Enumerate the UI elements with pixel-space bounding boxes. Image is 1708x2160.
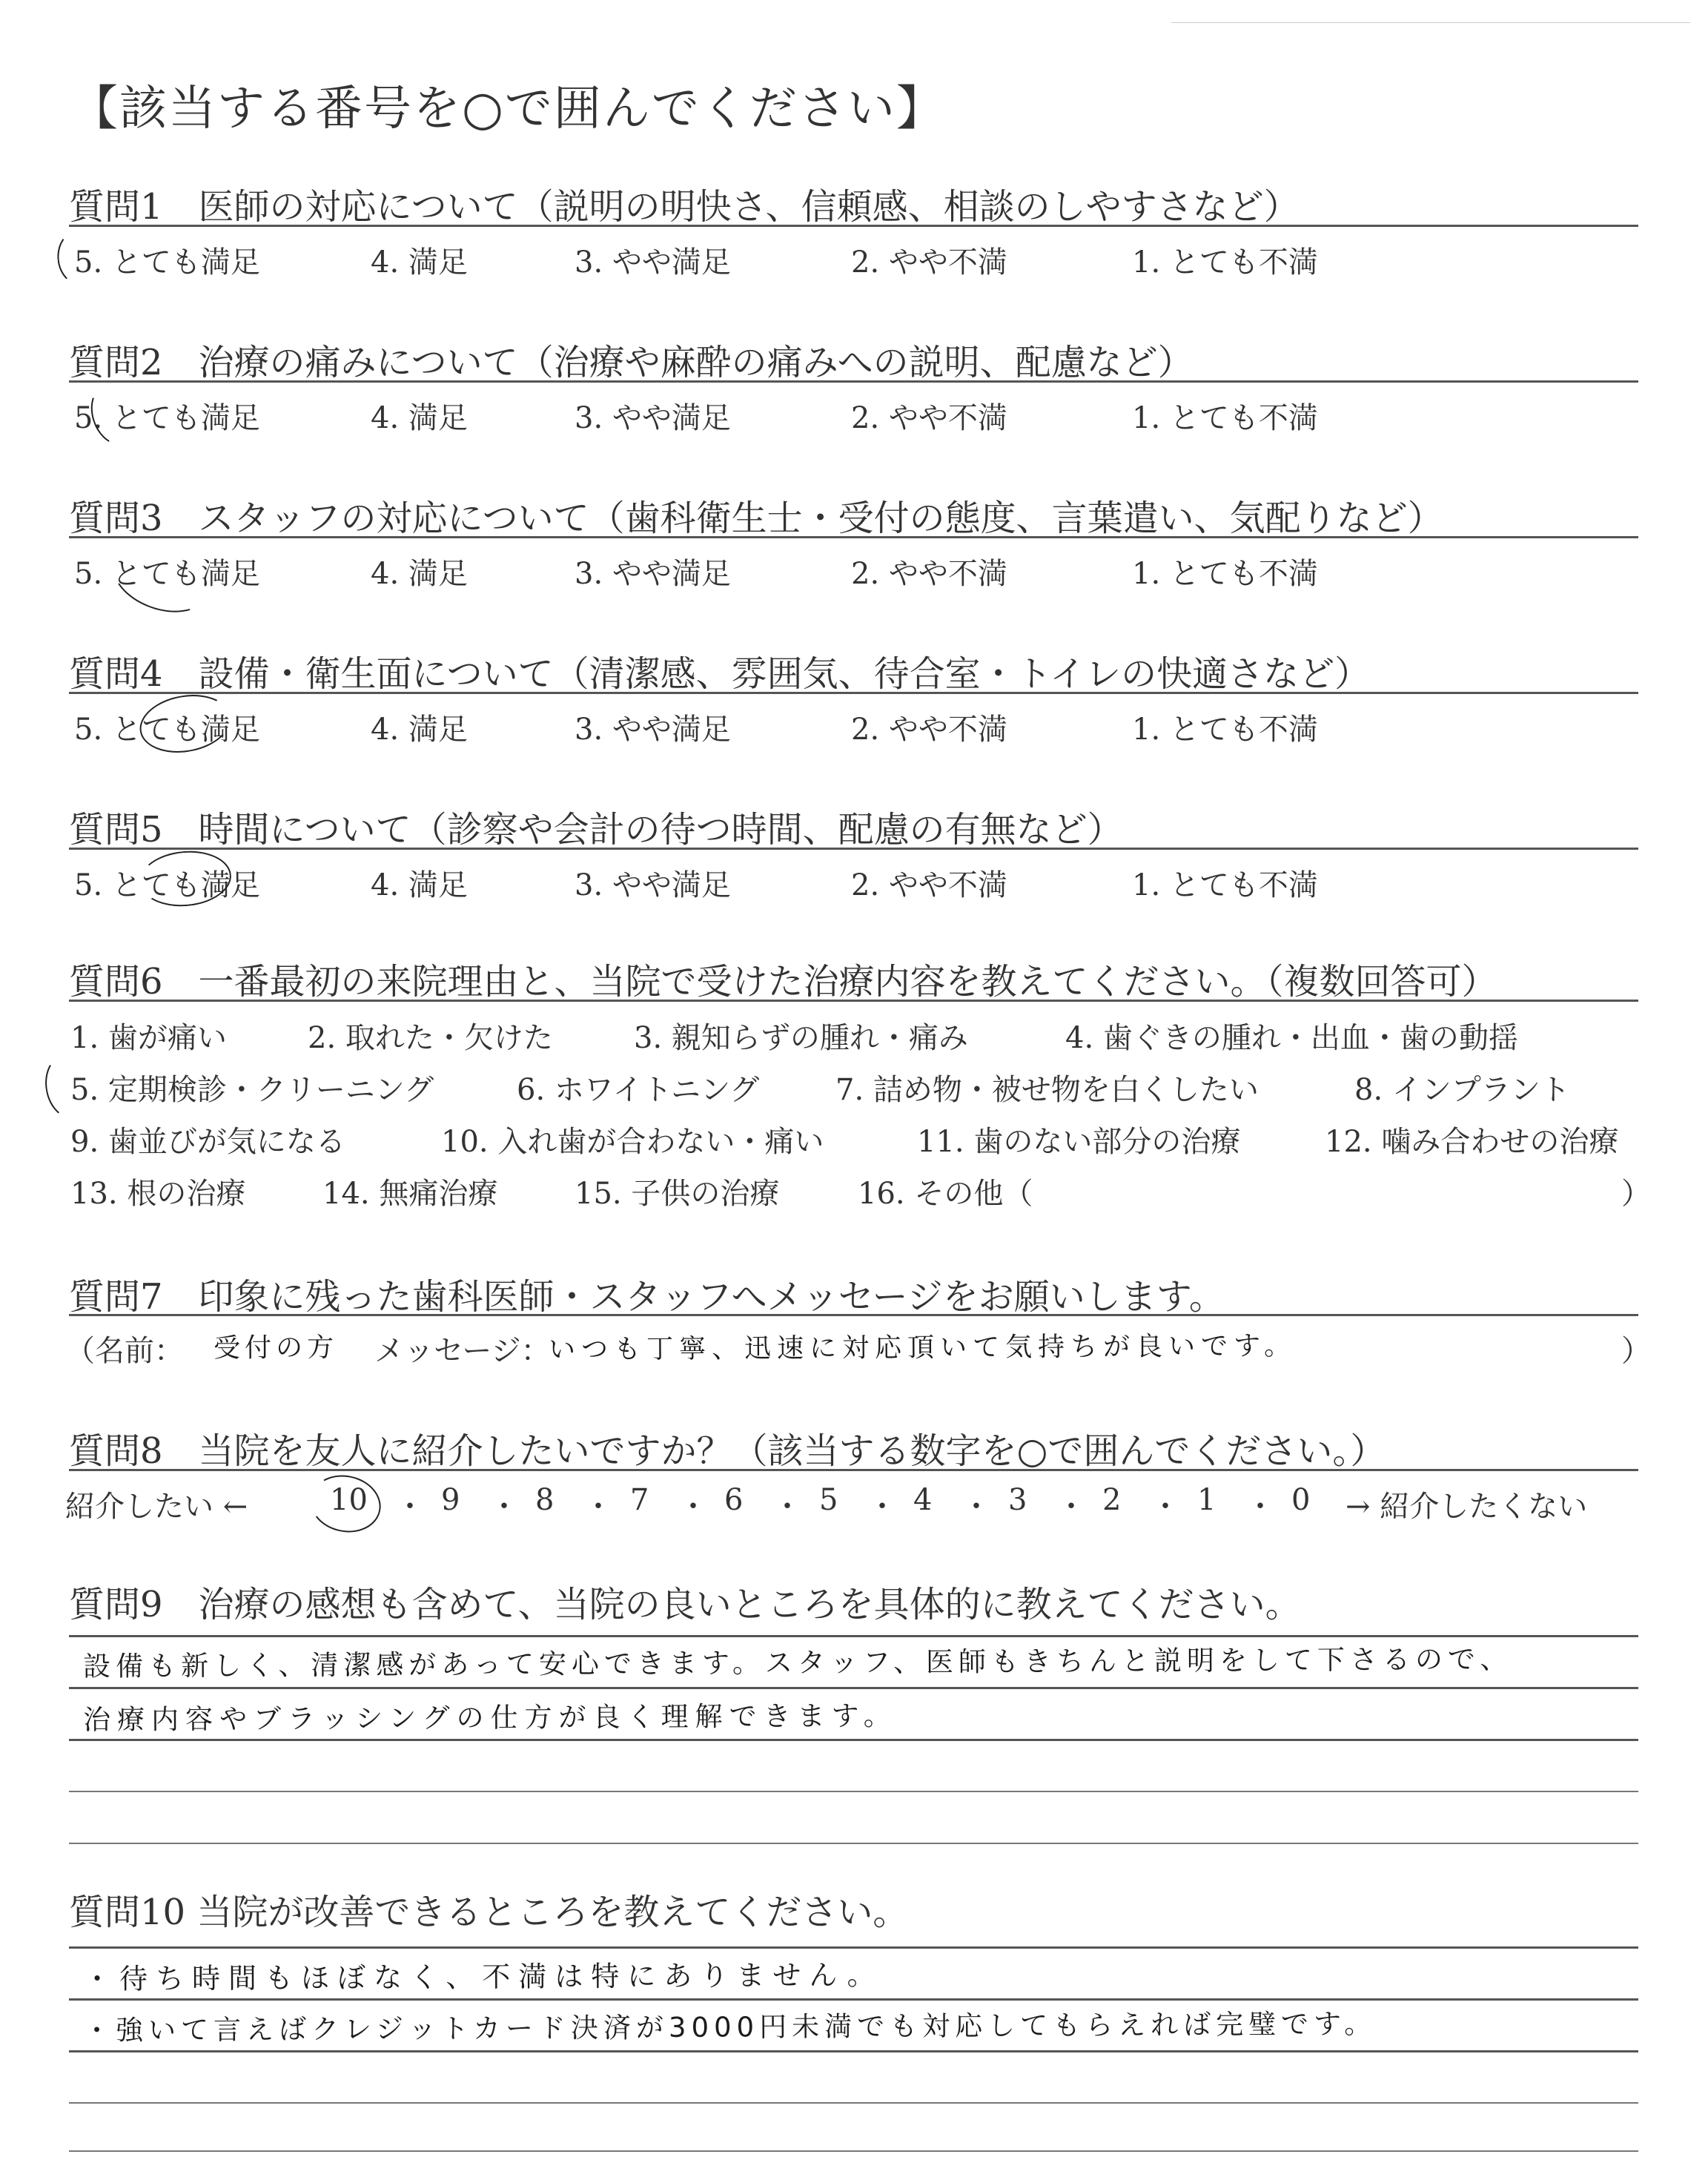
- q6-other-close-paren: ）: [1621, 1177, 1651, 1211]
- q5-option-3[interactable]: 3. やや満足: [575, 868, 731, 902]
- q5-option-1[interactable]: 1. とても不満: [1132, 868, 1318, 902]
- q3-option-3[interactable]: 3. やや満足: [575, 557, 731, 591]
- q7-close-paren: ）: [1621, 1334, 1651, 1368]
- question-4-rule: [69, 692, 1638, 694]
- q6-option-12[interactable]: 12. 噛み合わせの治療: [1325, 1125, 1619, 1159]
- q8-hand-drawn-circle: [305, 1469, 386, 1539]
- q1-option-2[interactable]: 2. やや不満: [851, 245, 1007, 280]
- q6-option-1[interactable]: 1. 歯が痛い: [70, 1021, 227, 1055]
- q7-message-label: メッセージ：: [374, 1334, 551, 1368]
- q8-right-label: → 紹介したくない: [1345, 1490, 1588, 1524]
- q6-option-2[interactable]: 2. 取れた・欠けた: [308, 1021, 553, 1055]
- q8-scale-3[interactable]: 3: [1008, 1483, 1027, 1517]
- question-10-line-2: [69, 1998, 1638, 2001]
- q6-option-10[interactable]: 10. 入れ歯が合わない・痛い: [441, 1125, 824, 1159]
- page-title: 【該当する番号を○で囲んでください】: [70, 82, 945, 136]
- q1-option-5[interactable]: 5. とても満足: [74, 245, 260, 280]
- q6-option-9[interactable]: 9. 歯並びが気になる: [70, 1125, 345, 1159]
- q6-option-6[interactable]: 6. ホワイトニング: [517, 1073, 760, 1107]
- q8-dot: ・: [583, 1490, 613, 1524]
- q3-option-5[interactable]: 5. とても満足: [74, 557, 260, 591]
- q6-option-13[interactable]: 13. 根の治療: [70, 1177, 246, 1211]
- q8-dot: ・: [1245, 1490, 1275, 1524]
- q8-scale-6[interactable]: 6: [724, 1483, 744, 1517]
- q8-scale-0[interactable]: 0: [1291, 1483, 1311, 1517]
- q4-option-4[interactable]: 4. 満足: [371, 713, 468, 747]
- question-8-rule: [69, 1469, 1638, 1471]
- q8-scale-1[interactable]: 1: [1197, 1483, 1217, 1517]
- q2-option-2[interactable]: 2. やや不満: [851, 401, 1007, 435]
- question-10-line-5: [69, 2150, 1638, 2152]
- q6-option-14[interactable]: 14. 無痛治療: [322, 1177, 498, 1211]
- question-6-rule: [69, 1000, 1638, 1002]
- q8-dot: ・: [489, 1490, 519, 1524]
- q2-option-1[interactable]: 1. とても不満: [1132, 401, 1318, 435]
- q4-option-5[interactable]: 5. とても満足: [74, 713, 260, 747]
- q8-scale-8[interactable]: 8: [535, 1483, 555, 1517]
- q6-option-16[interactable]: 16. その他（: [858, 1177, 1033, 1211]
- question-6-heading: 質問6 一番最初の来院理由と、当院で受けた治療内容を教えてください。（複数回答可）: [69, 961, 1497, 1003]
- q7-name-value: 受付の方: [213, 1332, 339, 1364]
- q2-option-3[interactable]: 3. やや満足: [575, 401, 731, 435]
- q4-option-3[interactable]: 3. やや満足: [575, 713, 731, 747]
- question-9-line-5: [69, 1843, 1638, 1844]
- q3-option-4[interactable]: 4. 満足: [371, 557, 468, 591]
- q10-answer-line-1: ・待ち時間もほぼなく、不満は特にありません。: [82, 1958, 884, 1995]
- question-4-heading: 質問4 設備・衛生面について（清潔感、雰囲気、待合室・トイレの快適さなど）: [69, 653, 1371, 695]
- q8-scale-9[interactable]: 9: [441, 1483, 460, 1517]
- q8-dot: ・: [1056, 1490, 1086, 1524]
- q8-dot: ・: [395, 1490, 425, 1524]
- q8-scale-5[interactable]: 5: [819, 1483, 838, 1517]
- question-10-line-1: [69, 1946, 1638, 1949]
- q2-option-4[interactable]: 4. 満足: [371, 401, 468, 435]
- question-7-rule: [69, 1314, 1638, 1316]
- q1-option-4[interactable]: 4. 満足: [371, 245, 468, 280]
- question-1-rule: [69, 225, 1638, 227]
- q8-scale-2[interactable]: 2: [1102, 1483, 1122, 1517]
- question-5-heading: 質問5 時間について（診察や会計の待つ時間、配慮の有無など）: [69, 809, 1123, 851]
- q4-hand-drawn-circle: [135, 688, 235, 759]
- q1-option-1[interactable]: 1. とても不満: [1132, 245, 1318, 280]
- question-2-rule: [69, 380, 1638, 383]
- q8-dot: ・: [867, 1490, 897, 1524]
- q6-option-3[interactable]: 3. 親知らずの腫れ・痛み: [634, 1021, 968, 1055]
- q8-scale-10[interactable]: 10: [330, 1483, 368, 1517]
- question-10-line-3: [69, 2050, 1638, 2052]
- q9-answer-line-1: 設備も新しく、清潔感があって安心できます。スタッフ、医師もきちんと説明をして下さるので、: [82, 1642, 1513, 1682]
- question-1-heading: 質問1 医師の対応について（説明の明快さ、信頼感、相談のしやすさなど）: [69, 186, 1300, 228]
- question-8-heading: 質問8 当院を友人に紹介したいですか？（該当する数字を○で囲んでください。）: [69, 1430, 1386, 1472]
- q6-option-7[interactable]: 7. 詰め物・被せ物を白くしたい: [835, 1073, 1259, 1107]
- q5-option-5[interactable]: 5. とても満足: [74, 868, 260, 902]
- question-10-heading: 質問10 当院が改善できるところを教えてください。: [69, 1892, 909, 1933]
- q1-option-3[interactable]: 3. やや満足: [575, 245, 731, 280]
- q5-option-2[interactable]: 2. やや不満: [851, 868, 1007, 902]
- q2-hand-drawn-circle: [83, 378, 145, 452]
- q8-dot: ・: [772, 1490, 802, 1524]
- question-10-line-4: [69, 2102, 1638, 2104]
- q8-dot: ・: [678, 1490, 708, 1524]
- q8-scale-7[interactable]: 7: [630, 1483, 649, 1517]
- question-9-line-3: [69, 1739, 1638, 1741]
- question-9-line-2: [69, 1687, 1638, 1689]
- q6-hand-drawn-circle: [40, 1049, 99, 1123]
- q6-option-4[interactable]: 4. 歯ぐきの腫れ・出血・歯の動揺: [1065, 1021, 1518, 1055]
- q8-dot: ・: [961, 1490, 991, 1524]
- q2-option-5[interactable]: 5. とても満足: [74, 401, 260, 435]
- q7-message-value: いつも丁寧、迅速に対応頂いて気持ちが良いです。: [548, 1330, 1297, 1365]
- question-9-line-4: [69, 1791, 1638, 1792]
- q6-option-8[interactable]: 8. インプラント: [1354, 1073, 1570, 1107]
- q3-option-2[interactable]: 2. やや不満: [851, 557, 1007, 591]
- question-3-heading: 質問3 スタッフの対応について（歯科衛生士・受付の態度、言葉遣い、気配りなど）: [69, 498, 1443, 539]
- q5-option-4[interactable]: 4. 満足: [371, 868, 468, 902]
- question-5-rule: [69, 848, 1638, 850]
- q4-option-2[interactable]: 2. やや不満: [851, 713, 1007, 747]
- top-edge-line: [1171, 22, 1690, 23]
- q8-dot: ・: [1151, 1490, 1180, 1524]
- q8-left-label: 紹介したい ←: [65, 1490, 248, 1524]
- q7-name-label: （名前：: [65, 1334, 184, 1368]
- q4-option-1[interactable]: 1. とても不満: [1132, 713, 1318, 747]
- question-7-heading: 質問7 印象に残った歯科医師・スタッフへメッセージをお願いします。: [69, 1276, 1225, 1318]
- q6-option-15[interactable]: 15. 子供の治療: [575, 1177, 780, 1211]
- question-9-heading: 質問9 治療の感想も含めて、当院の良いところを具体的に教えてください。: [69, 1584, 1301, 1625]
- question-3-rule: [69, 536, 1638, 538]
- question-2-heading: 質問2 治療の痛みについて（治療や麻酔の痛みへの説明、配慮など）: [69, 342, 1194, 383]
- q9-answer-line-2: 治療内容やブラッシングの仕方が良く理解できます。: [82, 1700, 898, 1736]
- q8-scale-4[interactable]: 4: [913, 1483, 933, 1517]
- q10-answer-line-2: ・強いて言えばクレジットカード決済が3000円未満でも対応してもらえれば完璧です。: [82, 2007, 1377, 2047]
- q3-hand-drawn-circle: [104, 532, 219, 625]
- q6-option-11[interactable]: 11. 歯のない部分の治療: [917, 1125, 1241, 1159]
- q3-option-1[interactable]: 1. とても不満: [1132, 557, 1318, 591]
- q6-option-5[interactable]: 5. 定期検診・クリーニング: [70, 1073, 434, 1107]
